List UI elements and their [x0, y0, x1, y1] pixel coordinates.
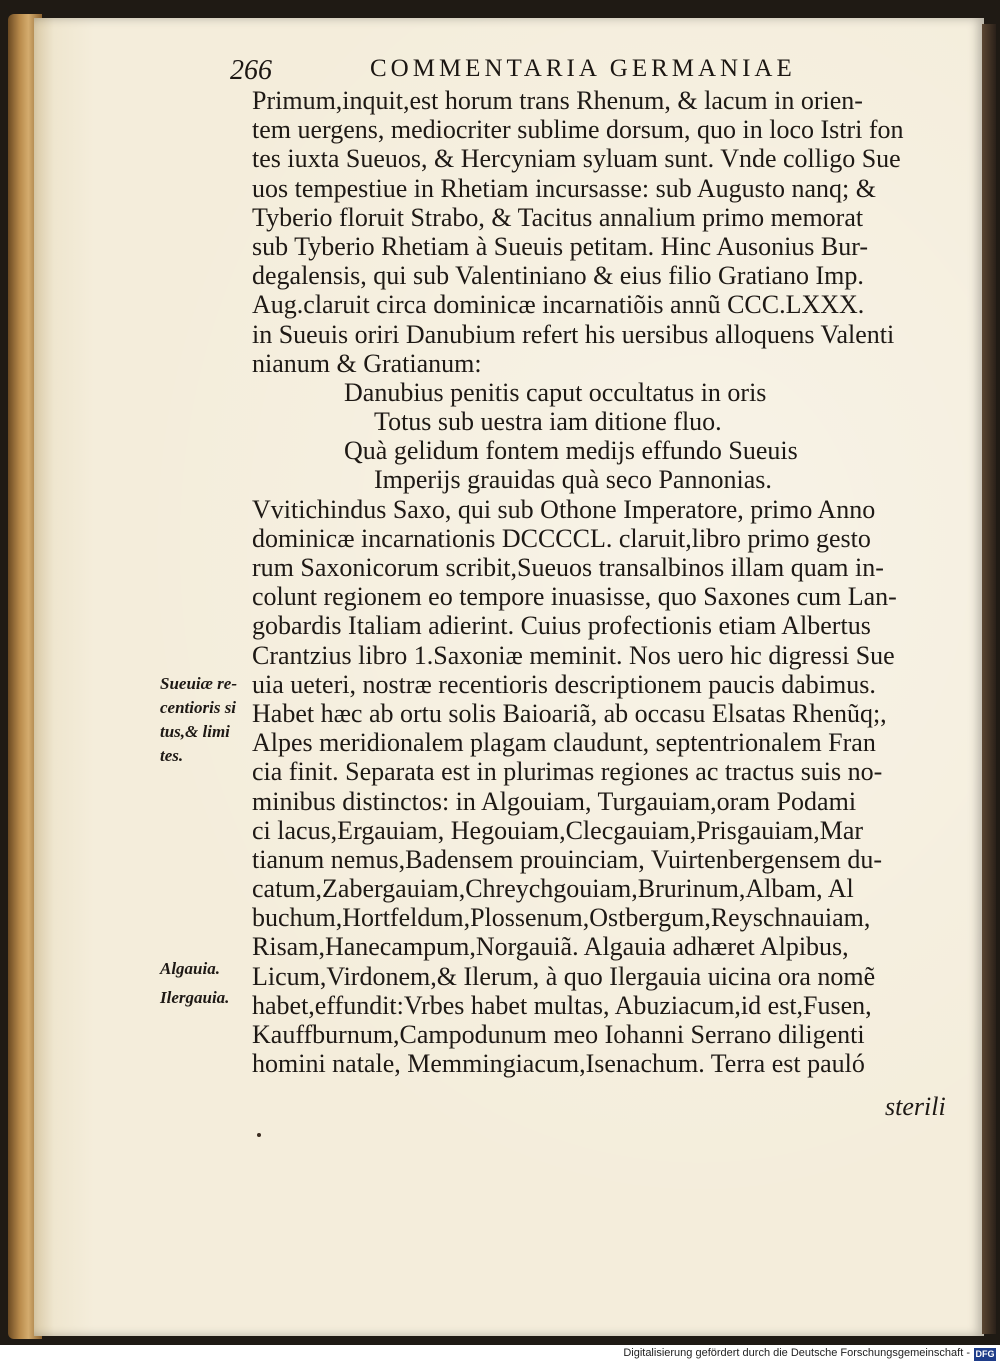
margin-note-line: tes. — [160, 746, 184, 765]
text-line: nianum & Gratianum: — [252, 348, 482, 378]
text-line: cia finit. Separata est in plurimas regiones ac tractus suis no- — [252, 757, 883, 787]
dfg-logo: DFG — [975, 1349, 995, 1359]
margin-note-line: centioris si — [160, 698, 237, 717]
text-line: rum Saxonicorum scribit,Sueuos transalbinos illam quam in- — [252, 553, 884, 582]
margin-note-ilergauia — [160, 986, 260, 1010]
text-line: minibus distinctos: in Algouiam, Turgauiam,oram Podami — [252, 786, 857, 816]
margin-note-line: Ilergauia. — [160, 988, 230, 1007]
text-line: colunt regionem eo tempore inuasisse, quo Saxones cum Lan- — [252, 582, 897, 612]
text-line: uia ueteri, nostræ recentioris descriptionem paucis dabimus. — [252, 669, 876, 699]
text-line: dominicæ incarnationis DCCCCL. claruit,libro primo gesto — [252, 523, 871, 553]
margin-note-line: Sueuiæ re- — [160, 674, 237, 693]
text-line: ci lacus,Ergauiam, Hegouiam,Clecgauiam,Prisgauiam,Mar — [252, 815, 864, 845]
text-line: sub Tyberio Rhetiam à Sueuis petitam. Hinc Ausonius Bur- — [252, 231, 869, 261]
text-line: Aug.claruit circa dominicæ incarnatiõis annũ CCC.LXXX. — [252, 290, 865, 320]
text-line: Vvitichindus Saxo, qui sub Othone Imperatore, primo Anno — [252, 494, 876, 524]
verse-line: Quà gelidum fontem medijs effundo Sueuis — [344, 436, 798, 466]
text-line: Crantzius libro 1.Saxoniæ meminit. Nos uero hic digressi Sue — [252, 640, 895, 670]
text-line: tes iuxta Sueuos, & Hercyniam syluam sunt. Vnde colligo Sue — [252, 144, 901, 174]
margin-note-sueuia — [160, 672, 260, 768]
text-line: Risam,Hanecampum,Norgauiã. Algauia adhæret Alpibus, — [252, 932, 849, 962]
margin-note-line: tus,& limi — [160, 722, 230, 741]
running-title: COMMENTARIA GERMANIAE — [370, 55, 796, 82]
text-line: catum,Zabergauiam,Chreychgouiam,Brurinum,Albam, Al — [252, 874, 854, 904]
text-line: tem uergens, mediocriter sublime dorsum, quo in loco Istri fon — [252, 115, 904, 145]
text-line: tianum nemus,Badensem prouinciam, Vuirtenbergensem du- — [252, 844, 883, 874]
footer-bar — [0, 1345, 1000, 1365]
page-number: 266 — [230, 55, 272, 86]
ink-speck — [257, 1133, 261, 1137]
text-line: Tyberio floruit Strabo, & Tacitus annalium primo memorat — [252, 202, 864, 232]
verse-line: Danubius penitis caput occultatus in oris — [344, 377, 767, 407]
text-line: uos tempestiue in Rhetiam incursasse: sub Augusto nanq; & — [252, 173, 876, 203]
text-line: Alpes meridionalem plagam claudunt, septentrionalem Fran — [252, 728, 876, 758]
text-line: gobardis Italiam adierint. Cuius profectionis etiam Albertus — [252, 611, 871, 641]
text-line: habet,effundit:Vrbes habet multas, Abuziacum,id est,Fusen, — [252, 990, 872, 1020]
catchword: sterili — [885, 1092, 946, 1121]
text-line: buchum,Hortfeldum,Plossenum,Ostbergum,Reyschnauiam, — [252, 903, 871, 933]
body-text — [252, 86, 957, 1078]
text-line: degalensis, qui sub Valentiniano & eius filio Gratiano Imp. — [252, 261, 864, 291]
margin-note-line: Algauia. — [160, 959, 220, 978]
text-line: Habet hæc ab ortu solis Baioariã, ab occasu Elsatas Rhenũq;, — [252, 698, 887, 728]
verse-line: Totus sub uestra iam ditione fluo. — [374, 407, 722, 437]
text-line: Kauffburnum,Campodunum meo Iohanni Serrano diligenti — [252, 1020, 865, 1049]
margin-note-algauia — [160, 957, 260, 981]
footer-credit: Digitalisierung gefördert durch die Deutsche Forschungsgemeinschaft - — [623, 1347, 970, 1359]
running-head — [230, 55, 870, 89]
text-line: Licum,Virdonem,& Ilerum, à quo Ilergauia uicina ora nomẽ — [252, 961, 876, 991]
text-line: in Sueuis oriri Danubium refert his uersibus alloquens Valenti — [252, 319, 895, 349]
verse-line: Imperijs grauidas quà seco Pannonias. — [374, 465, 772, 495]
text-line: homini natale, Memmingiacum,Isenachum. Terra est pauló — [252, 1049, 865, 1079]
text-line: Primum,inquit,est horum trans Rhenum, & lacum in orien- — [252, 86, 863, 115]
page-right-shadow — [982, 24, 996, 1334]
